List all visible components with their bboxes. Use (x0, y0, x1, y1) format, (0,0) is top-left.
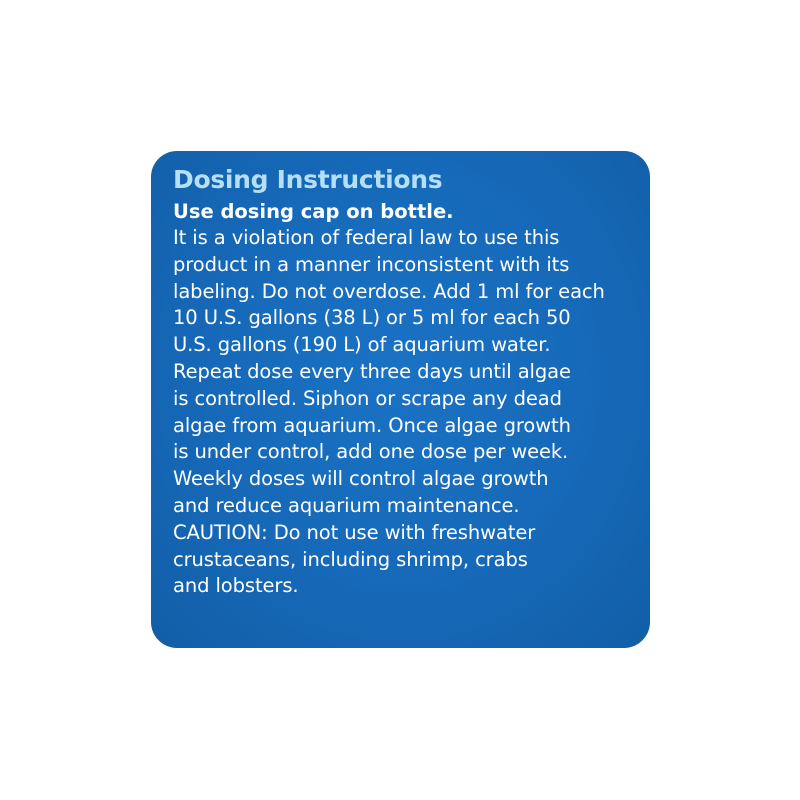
instructions-line: Weekly doses will control algae growth (173, 467, 549, 491)
panel-title: Dosing Instructions (173, 165, 443, 194)
instructions-line: product in a manner inconsistent with its (173, 252, 570, 276)
instructions-line: U.S. gallons (190 L) of aquarium water. (173, 333, 551, 357)
instructions-line: algae from aquarium. Once algae growth (173, 413, 571, 437)
instructions-text (173, 225, 640, 600)
instructions-line: is under control, add one dose per week. (173, 440, 569, 464)
panel-subtitle: Use dosing cap on bottle. (173, 200, 454, 223)
caution-line: and lobsters. (173, 574, 299, 598)
instructions-line: 10 U.S. gallons (38 L) or 5 ml for each 50 (173, 306, 571, 330)
instructions-line: is controlled. Siphon or scrape any dead (173, 386, 562, 410)
instructions-line: Repeat dose every three days until algae (173, 359, 571, 383)
caution-line: crustaceans, including shrimp, crabs (173, 547, 528, 571)
instructions-line: labeling. Do not overdose. Add 1 ml for each (173, 279, 605, 303)
instructions-line: It is a violation of federal law to use this (173, 226, 560, 249)
instructions-line: and reduce aquarium maintenance. (173, 493, 520, 517)
dosing-instructions-panel (151, 151, 650, 648)
caution-line: CAUTION: Do not use with freshwater (173, 520, 536, 544)
